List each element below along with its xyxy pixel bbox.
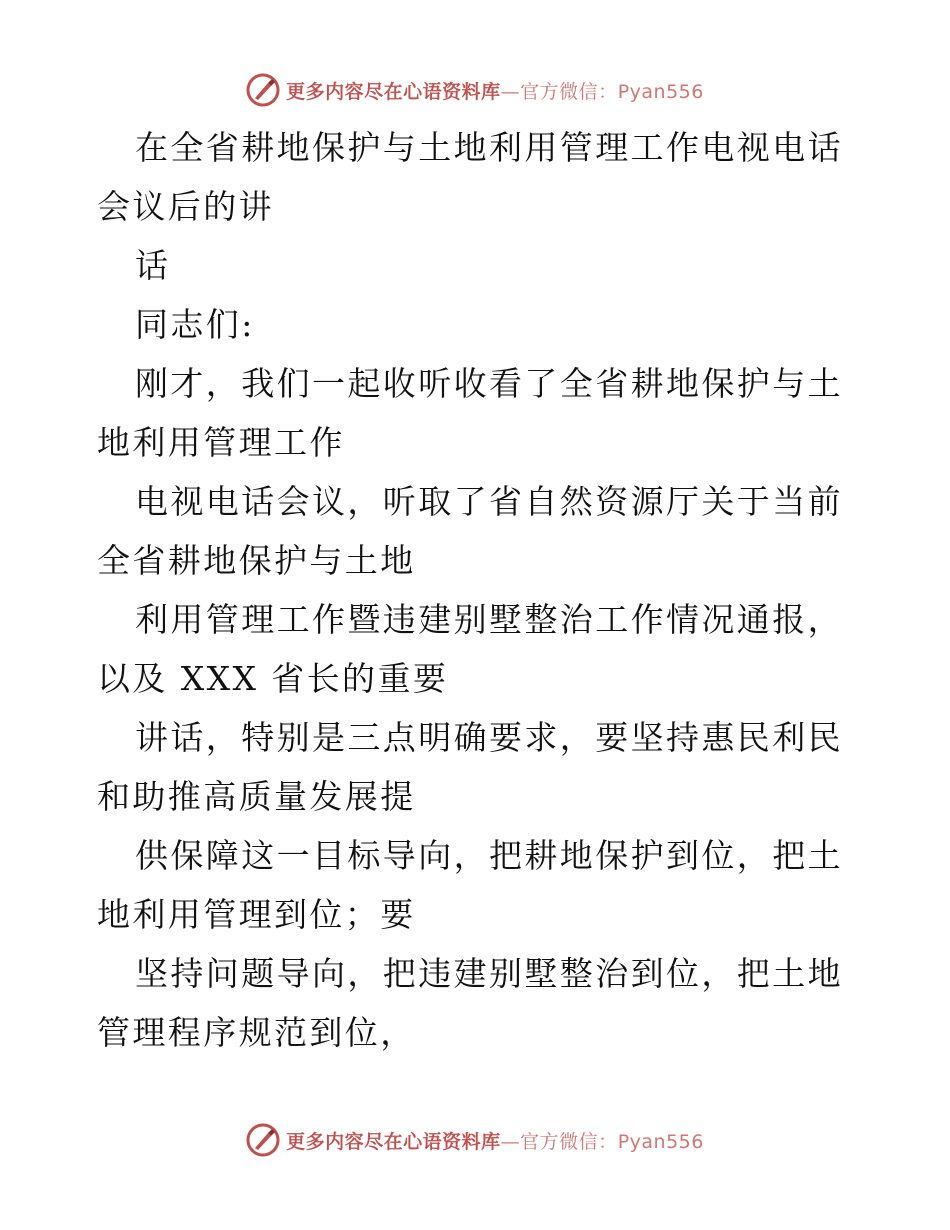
watermark-footer [0, 1120, 950, 1160]
watermark-header [0, 70, 950, 110]
watermark-label: 官方微信： [520, 80, 618, 103]
paragraph: 讲话，特别是三点明确要求，要坚持惠民利民和助推高质量发展提 [97, 718, 843, 816]
document-title-line-1: 在全省耕地保护与土地利用管理工作电视电话会议后的讲 [97, 128, 843, 226]
watermark-label: 官方微信： [520, 1130, 618, 1153]
watermark-prefix: 更多内容尽在心语资料库 [286, 1130, 501, 1153]
pen-logo-icon [246, 73, 280, 107]
paragraph: 供保障这一目标导向，把耕地保护到位，把土地利用管理到位；要 [97, 836, 843, 934]
greeting: 同志们: [135, 305, 255, 344]
paragraph: 坚持问题导向，把违建别墅整治到位，把土地管理程序规范到位， [97, 954, 843, 1052]
watermark-dash: — [500, 1130, 521, 1153]
watermark-id: Pyan556 [617, 1130, 704, 1153]
watermark-text [286, 77, 704, 104]
paragraph: 电视电话会议，听取了省自然资源厅关于当前全省耕地保护与土地 [97, 482, 843, 580]
pen-logo-icon [246, 1123, 280, 1157]
watermark-dash: — [500, 80, 521, 103]
paragraph: 利用管理工作暨违建别墅整治工作情况通报，以及 XXX 省长的重要 [97, 600, 843, 698]
watermark-id: Pyan556 [617, 80, 704, 103]
document-body [97, 118, 857, 1062]
document-title-line-2: 话 [135, 246, 171, 285]
watermark-text [286, 1127, 704, 1154]
paragraph: 刚才，我们一起收听收看了全省耕地保护与土地利用管理工作 [97, 364, 843, 462]
watermark-prefix: 更多内容尽在心语资料库 [286, 80, 501, 103]
